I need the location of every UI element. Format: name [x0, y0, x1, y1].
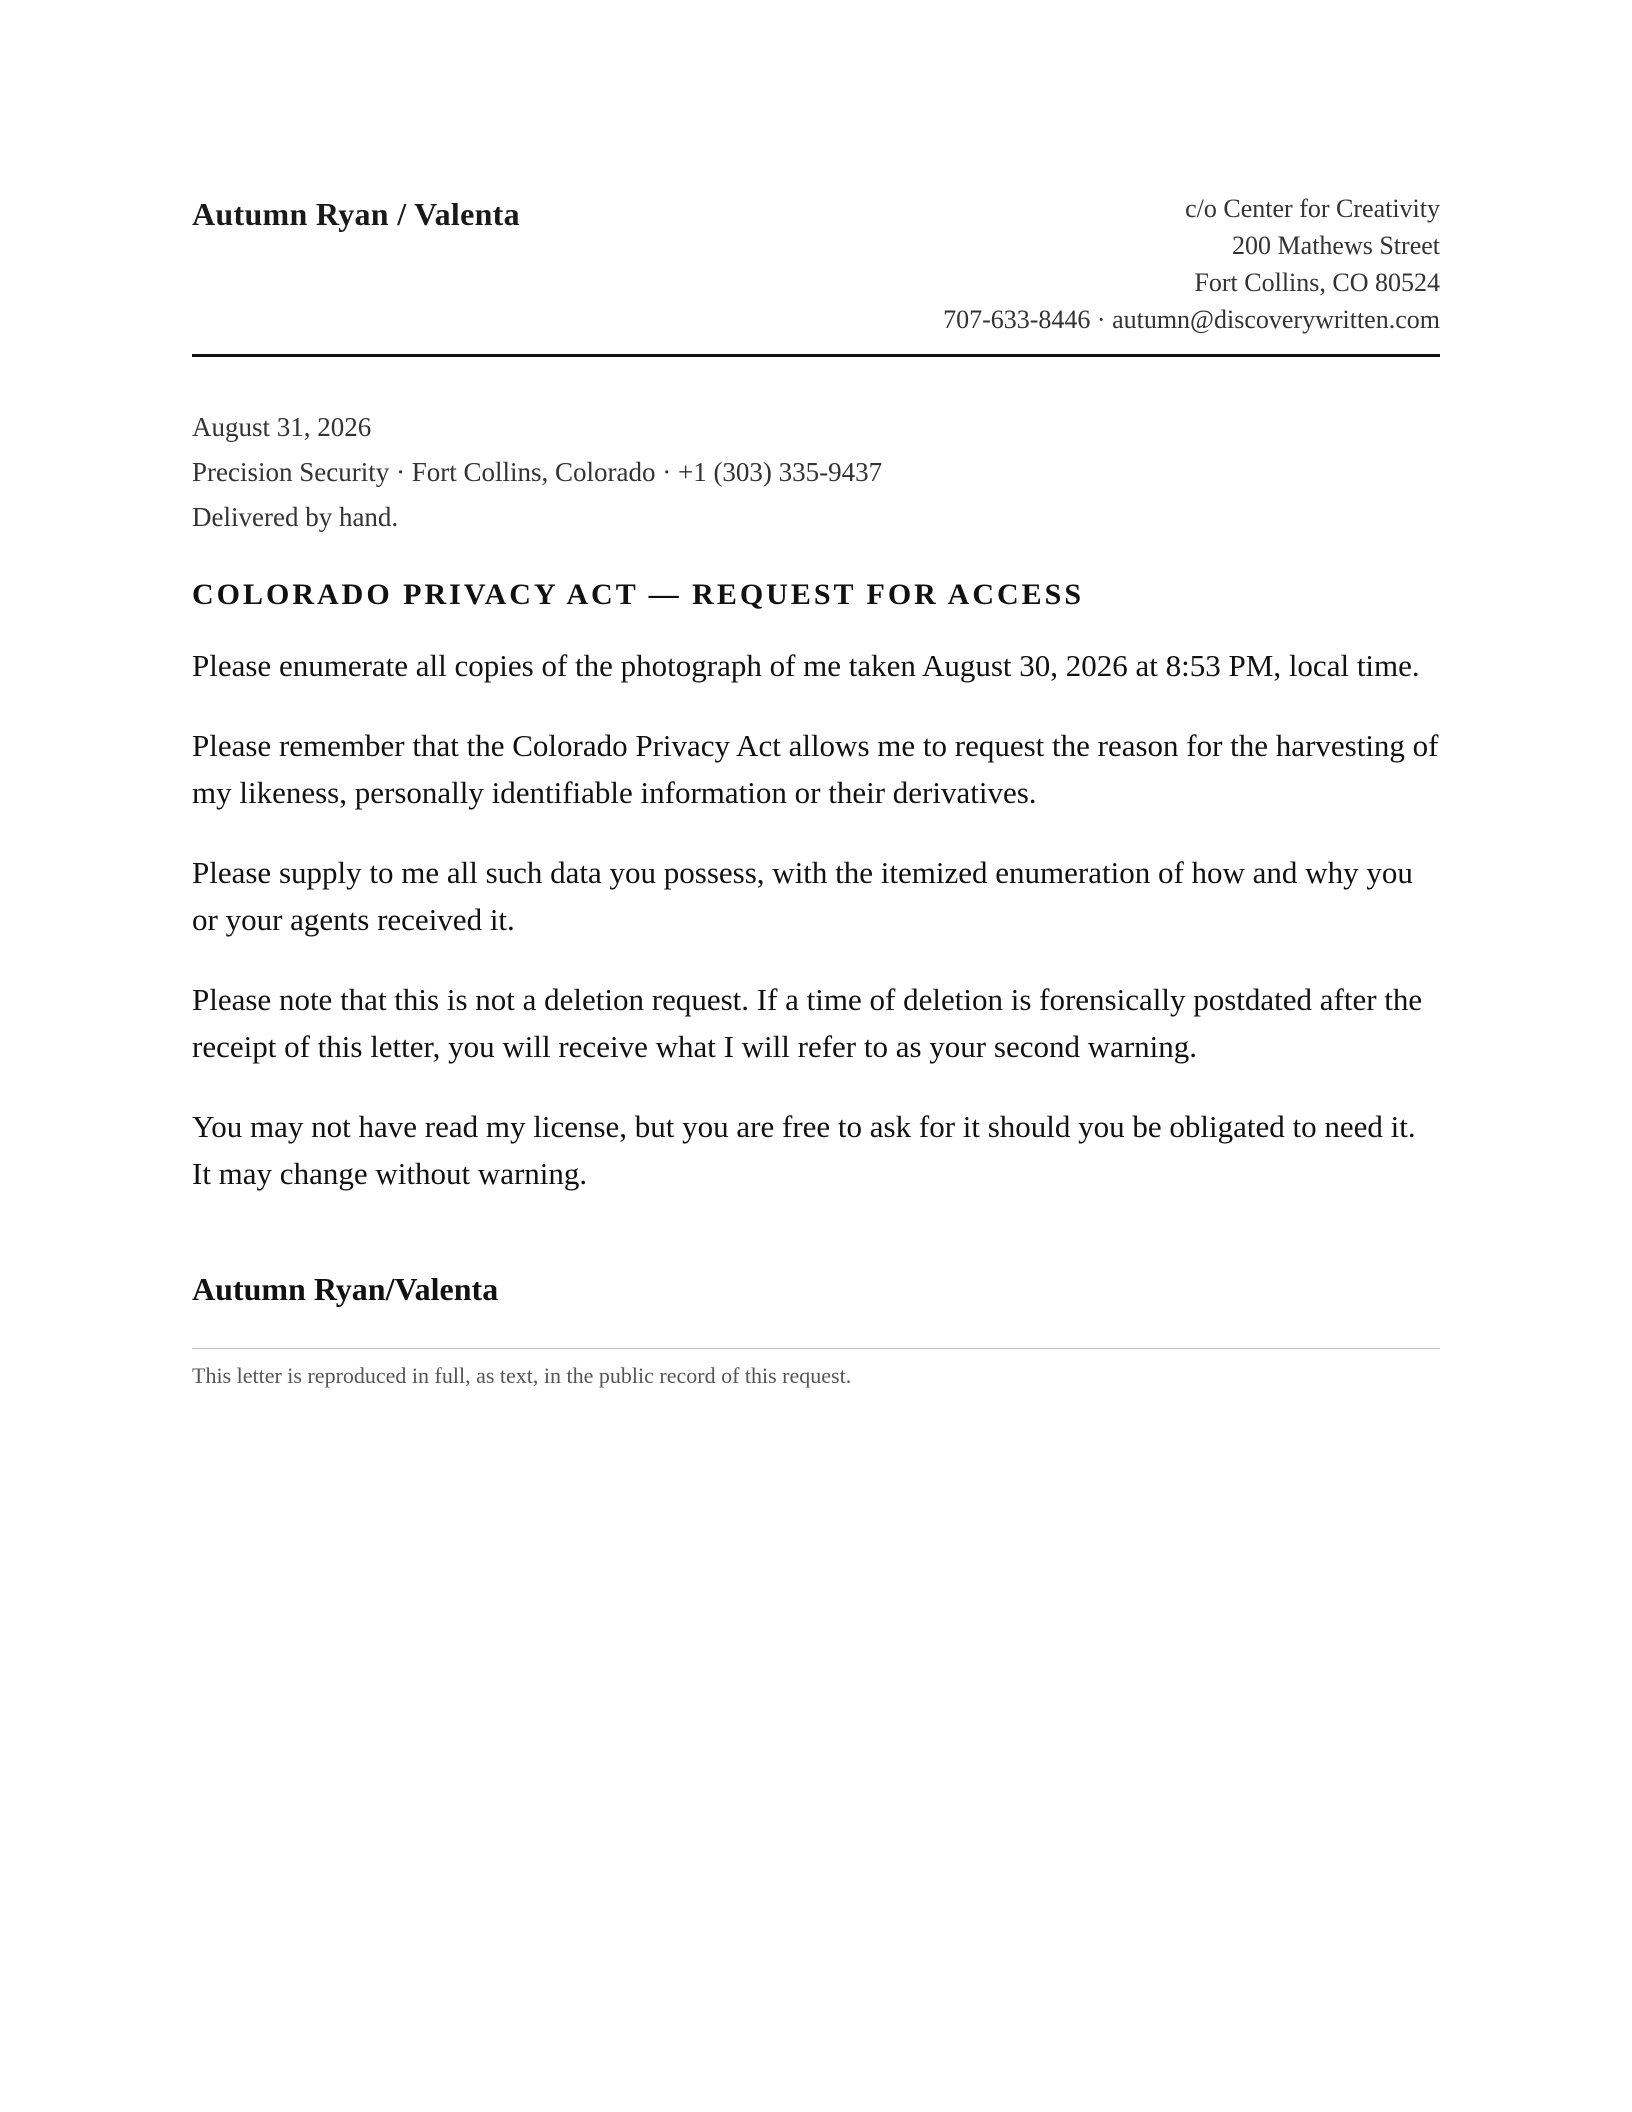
letterhead: [192, 190, 1440, 357]
body-paragraph: Please enumerate all copies of the photograph of me taken August 30, 2026 at 8:53 PM, local time.: [192, 648, 1420, 683]
letter-body: [192, 642, 1440, 1197]
signature: Autumn Ryan/Valenta: [192, 1271, 499, 1307]
address-line: Fort Collins, CO 80524: [1194, 268, 1440, 297]
address-line: 200 Mathews Street: [1232, 231, 1440, 260]
body-paragraph: Please note that this is not a deletion request. If a time of deletion is forensically postdated after the receipt of this letter, you will receive what I will refer to as your second warning.: [192, 982, 1423, 1064]
sender-name: Autumn Ryan / Valenta: [192, 196, 520, 232]
contact-line: 707-633-8446 · autumn@discoverywritten.com: [943, 305, 1440, 334]
recipient-line: Precision Security · Fort Collins, Colorado · +1 (303) 335-9437: [192, 457, 883, 487]
body-paragraph: Please remember that the Colorado Privacy Act allows me to request the reason for the harvesting of my likeness, personally identifiable information or their derivatives.: [192, 728, 1439, 810]
address-line: c/o Center for Creativity: [1185, 194, 1440, 223]
body-paragraph: Please supply to me all such data you possess, with the itemized enumeration of how and why you or your agents received it.: [192, 855, 1413, 937]
body-paragraph: You may not have read my license, but you are free to ask for it should you be obligated to need it. It may change without warning.: [192, 1109, 1416, 1191]
letter-page: [192, 190, 1440, 1389]
sender-address: [943, 190, 1440, 338]
delivery-note: Delivered by hand.: [192, 502, 399, 532]
footnote: This letter is reproduced in full, as text, in the public record of this request.: [192, 1348, 1440, 1389]
letter-meta: [192, 405, 1440, 540]
letter-date: August 31, 2026: [192, 412, 372, 442]
letter-subject: COLORADO PRIVACY ACT — REQUEST FOR ACCESS: [192, 578, 1085, 611]
